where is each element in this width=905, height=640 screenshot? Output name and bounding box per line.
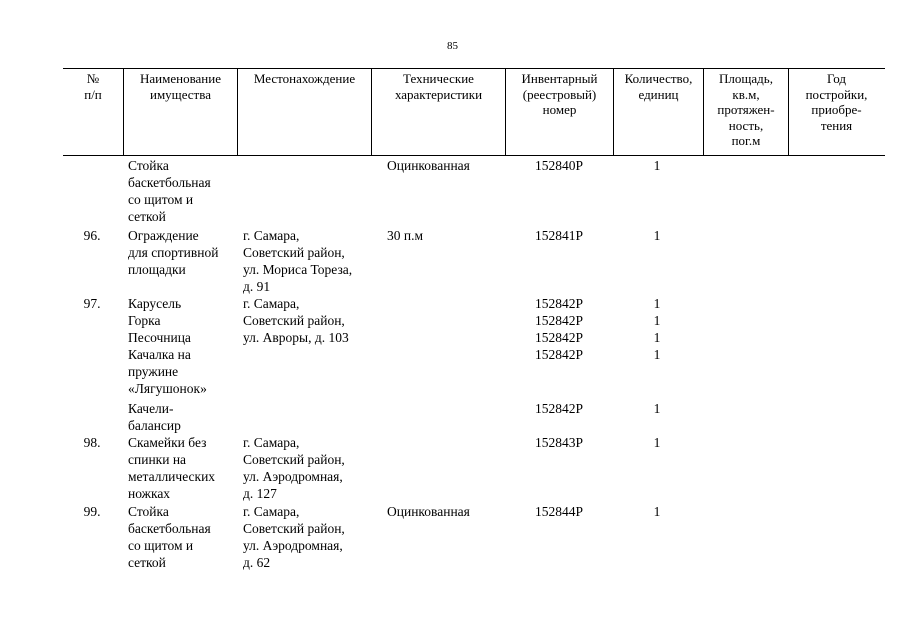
header-name: Наименование имущества [140,71,221,102]
property-location: г. Самара, Советский район, ул. Аэродромная, д. 62 [243,504,345,570]
quantity: 1 [653,504,661,519]
property-characteristics: Оцинкованная [387,158,470,173]
property-characteristics: 30 п.м [387,228,424,243]
property-name: Стойка баскетбольная со щитом и сеткой [128,504,211,570]
inventory-number: 152843Р [534,435,583,450]
quantity: 1 [653,158,661,173]
row-number: 97. [83,296,101,311]
property-name: Ограждение для спортивной площадки [128,228,219,277]
property-name: Качели- балансир [128,401,181,433]
quantity: 1 1 1 1 [653,296,661,362]
inventory-number: 152844Р [534,504,583,519]
header-year: Год постройки, приобре- тения [805,71,868,133]
property-location: г. Самара, Советский район, ул. Мориса Тореза, д. 91 [243,228,353,294]
header-inventory: Инвентарный (реестровый) номер [521,71,598,117]
inventory-number: 152841Р [534,228,583,243]
property-name: Стойка баскетбольная со щитом и сеткой [128,158,211,224]
table-header [63,68,885,156]
header-location: Местонахождение [253,71,356,86]
quantity: 1 [653,228,661,243]
page-number: 85 [447,40,458,52]
row-number: 96. [83,228,101,243]
quantity: 1 [653,401,661,416]
inventory-number: 152840Р [534,158,583,173]
row-number: 99. [83,504,101,519]
inventory-number: 152842Р [534,401,583,416]
property-name: Карусель Горка Песочница Качалка на пружине «Лягушонок» [128,296,207,396]
property-location: г. Самара, Советский район, ул. Аэродромная, д. 127 [243,435,345,501]
property-location: г. Самара, Советский район, ул. Авроры, д. 103 [243,296,349,345]
quantity: 1 [653,435,661,450]
header-characteristics: Технические характеристики [394,71,483,102]
header-number: № п/п [84,71,102,102]
row-number: 98. [83,435,101,450]
header-quantity: Количество, единиц [624,71,693,102]
property-characteristics: Оцинкованная [387,504,470,519]
inventory-number: 152842Р 152842Р 152842Р 152842Р [534,296,583,362]
property-name: Скамейки без спинки на металлических ножках [128,435,216,501]
header-area: Площадь, кв.м, протяжен- ность, пог.м [717,71,775,148]
